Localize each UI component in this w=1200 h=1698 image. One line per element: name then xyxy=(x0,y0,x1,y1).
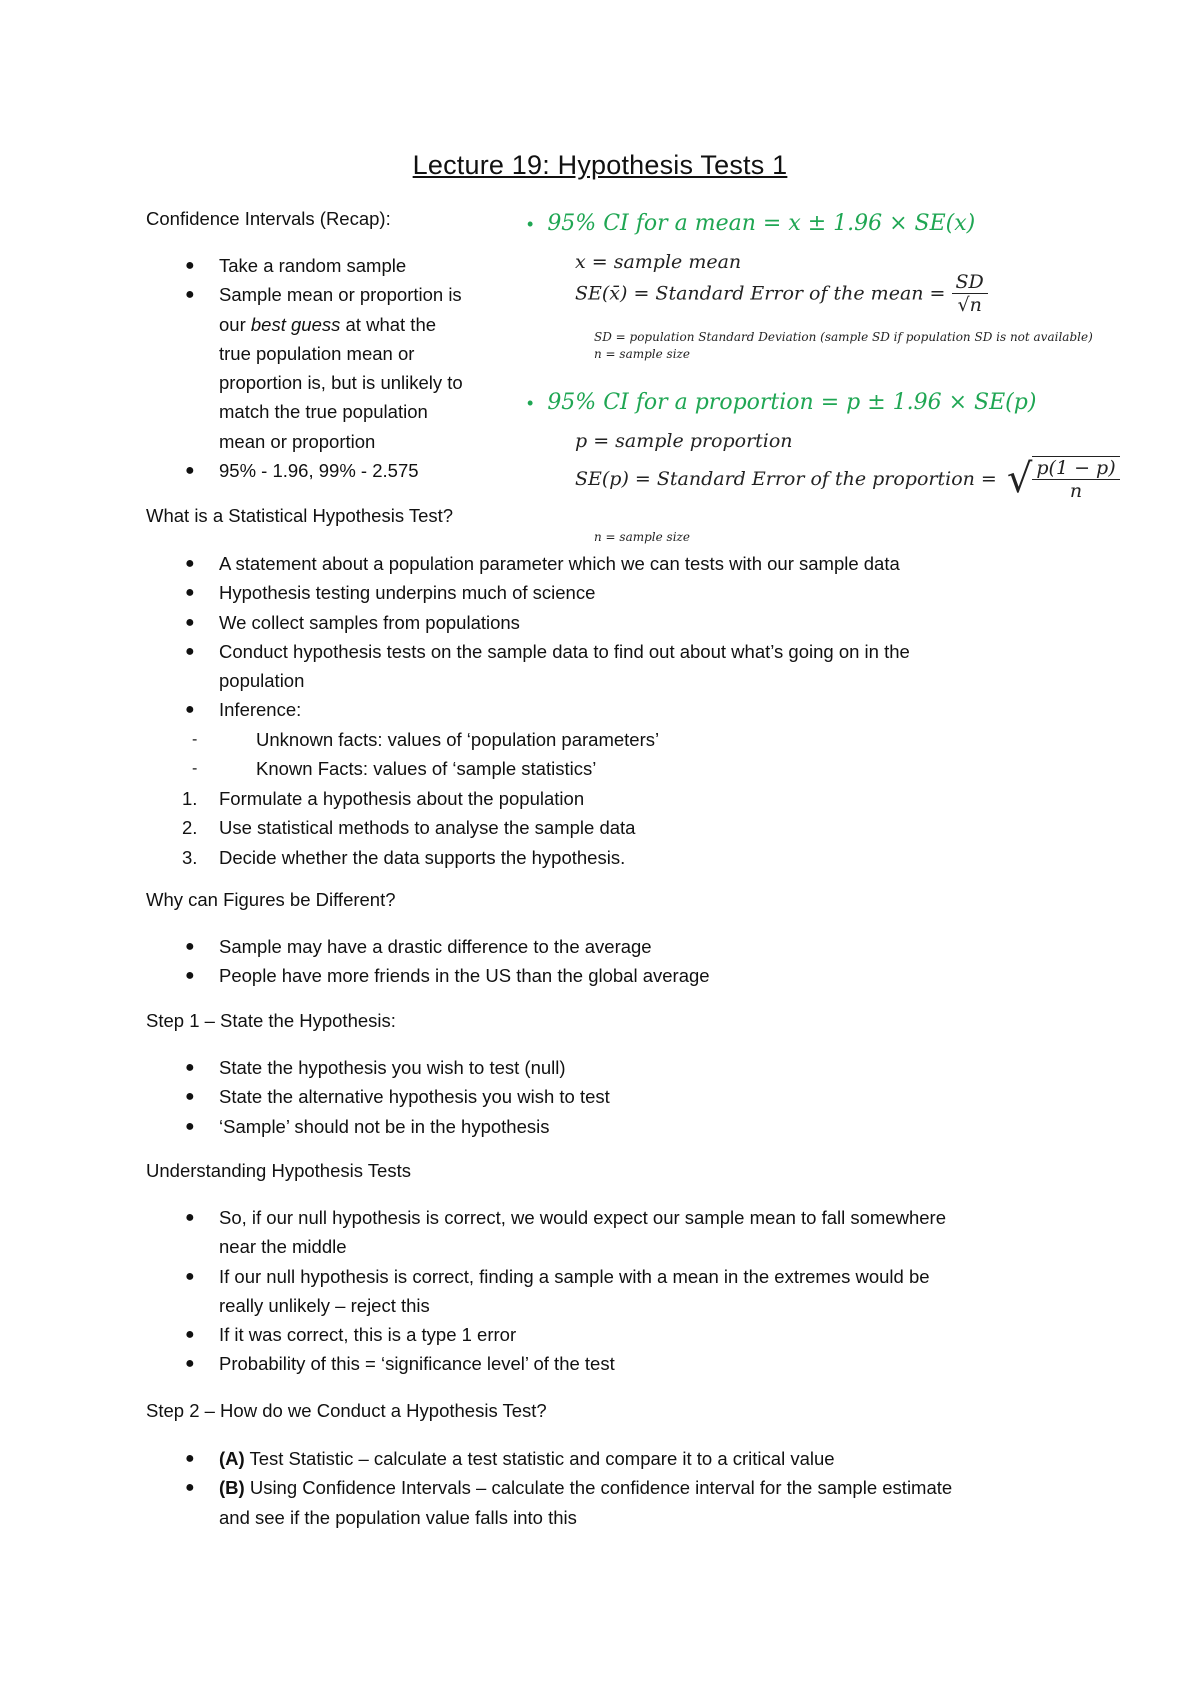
inference-dash-list xyxy=(146,725,659,784)
list-item: ● Inference: xyxy=(146,695,910,724)
list-item: ● People have more friends in the US than the global average xyxy=(146,961,710,990)
bullet-icon: ● xyxy=(185,555,195,572)
bullet-icon: ● xyxy=(185,701,195,719)
ci-list xyxy=(146,251,463,485)
list-item: 2. Use statistical methods to analyse the sample data xyxy=(182,817,636,839)
bullet-icon: • xyxy=(527,393,534,413)
step1-heading: Step 1 – State the Hypothesis: xyxy=(146,1010,396,1031)
bullet-icon: ● xyxy=(185,257,195,274)
page-title: Lecture 19: Hypothesis Tests 1 xyxy=(412,150,788,180)
bullet-icon: ● xyxy=(185,1450,195,1467)
list-item: ● State the alternative hypothesis you wish to test xyxy=(146,1082,610,1111)
list-item: ● State the hypothesis you wish to test (null) xyxy=(146,1053,610,1082)
bullet-icon: ● xyxy=(185,938,195,955)
list-item: ● (A) Test Statistic – calculate a test statistic and compare it to a critical value xyxy=(146,1444,952,1473)
bullet-icon: ● xyxy=(185,584,195,602)
se-mean-fraction: $\frac{SD}{√n}$ xyxy=(952,271,988,316)
list-item: ● Take a random sample xyxy=(146,251,463,280)
list-item: ● Sample mean or proportion is our best guess at what the true population mean or proportion is, but is unlikely to match the true population mean or proportion xyxy=(146,280,463,456)
what-list xyxy=(146,549,910,725)
list-item: - Unknown facts: values of ‘population parameters’ xyxy=(146,725,659,754)
list-item: - Known Facts: values of ‘sample statistics’ xyxy=(146,754,659,783)
list-item: ● Sample may have a drastic difference to the average xyxy=(146,932,710,961)
understanding-heading: Understanding Hypothesis Tests xyxy=(146,1160,411,1181)
x-definition: x = sample mean xyxy=(575,251,742,273)
bullet-icon: ● xyxy=(185,1479,195,1497)
understanding-list xyxy=(146,1203,946,1379)
bullet-icon: ● xyxy=(185,613,195,631)
p-definition: p = sample proportion xyxy=(575,430,793,452)
step1-list xyxy=(146,1053,610,1141)
dash-icon: - xyxy=(192,731,198,748)
bullet-icon: ● xyxy=(185,462,195,480)
list-item: ● ‘Sample’ should not be in the hypothesis xyxy=(146,1112,610,1141)
bullet-icon: ● xyxy=(185,1088,195,1106)
bullet-icon: ● xyxy=(185,1059,195,1076)
why-heading: Why can Figures be Different? xyxy=(146,889,396,910)
step2-heading: Step 2 – How do we Conduct a Hypothesis Test? xyxy=(146,1400,547,1421)
bullet-icon: ● xyxy=(185,1326,195,1344)
se-mean-formula: SE(x̄) = Standard Error of the mean = $\frac{SD}{√n}$ xyxy=(575,271,988,316)
list-item: ● So, if our null hypothesis is correct, we would expect our sample mean to fall somewhere near the middle xyxy=(146,1203,946,1262)
bullet-icon: ● xyxy=(185,642,195,660)
what-heading: What is a Statistical Hypothesis Test? xyxy=(146,505,454,526)
se-proportion-formula: SE(p) = Standard Error of the proportion = √ $\frac{p(1 - p)}{n}$ xyxy=(575,456,1120,502)
n-note-2: n = sample size xyxy=(594,530,690,544)
bullet-icon: • xyxy=(527,214,534,234)
list-item: ● If it was correct, this is a type 1 error xyxy=(146,1320,946,1349)
sd-note: SD = population Standard Deviation (sample SD if population SD is not available) xyxy=(594,330,1093,344)
dash-icon: - xyxy=(192,760,198,778)
steps-list xyxy=(146,784,635,872)
list-item: 1. Formulate a hypothesis about the population xyxy=(182,788,585,809)
step2-list xyxy=(146,1444,952,1532)
list-item: ● Hypothesis testing underpins much of science xyxy=(146,578,910,607)
list-item: ● Conduct hypothesis tests on the sample data to find out about what’s going on in the population xyxy=(146,637,910,696)
bullet-icon: ● xyxy=(185,1117,195,1135)
list-item: ● Probability of this = ‘significance level’ of the test xyxy=(146,1349,946,1378)
se-proportion-fraction: $\frac{p(1 - p)}{n}$ xyxy=(1032,456,1119,502)
n-note: n = sample size xyxy=(594,347,690,361)
list-item: ● We collect samples from populations xyxy=(146,608,910,637)
list-item: ● If our null hypothesis is correct, finding a sample with a mean in the extremes would be really unlikely – reject this xyxy=(146,1262,946,1321)
proportion-ci-formula: • 95% CI for a proportion = p ± 1.96 × SE(p) xyxy=(527,390,1037,415)
bullet-icon: ● xyxy=(185,967,195,985)
bullet-icon: ● xyxy=(185,286,195,304)
bullet-icon: ● xyxy=(185,1355,195,1373)
list-item: 3. Decide whether the data supports the hypothesis. xyxy=(182,846,626,868)
list-item: ● A statement about a population parameter which we can tests with our sample data xyxy=(146,549,910,578)
mean-ci-formula: • 95% CI for a mean = x ± 1.96 × SE(x) xyxy=(527,211,976,236)
bullet-icon: ● xyxy=(185,1209,195,1226)
list-item: ● 95% - 1.96, 99% - 2.575 xyxy=(146,456,463,485)
list-item: ● (B) Using Confidence Intervals – calculate the confidence interval for the sample estimate and see if the population value falls into this xyxy=(146,1473,952,1532)
why-list xyxy=(146,932,710,991)
bullet-icon: ● xyxy=(185,1267,195,1285)
ci-heading: Confidence Intervals (Recap): xyxy=(146,208,391,229)
sqrt-icon: √ xyxy=(1006,456,1033,502)
